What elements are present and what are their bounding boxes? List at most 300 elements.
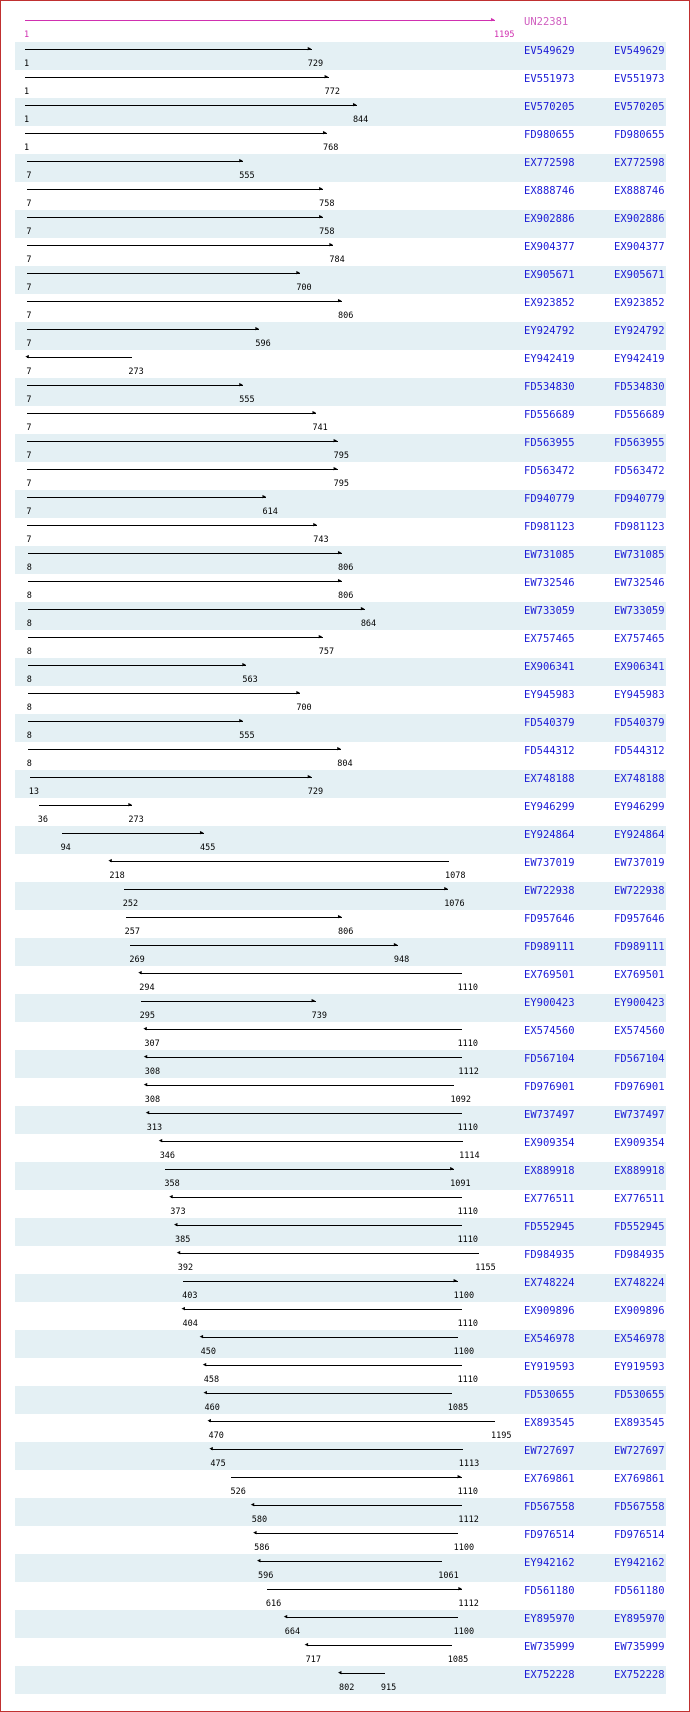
accession-link-secondary[interactable]: EY946299 xyxy=(614,801,665,813)
accession-link[interactable]: EX769861 xyxy=(524,1473,575,1485)
alignment-start: 385 xyxy=(175,1235,191,1245)
accession-link-secondary[interactable]: EW737497 xyxy=(614,1109,665,1121)
alignment-end: 1195 xyxy=(491,1431,512,1441)
accession-link[interactable]: EY945983 xyxy=(524,689,575,701)
arrow-left-icon: ◂ xyxy=(206,1416,212,1426)
alignment-row xyxy=(15,378,666,406)
alignment-arrow-line xyxy=(27,273,300,274)
alignment-end: 555 xyxy=(239,731,255,741)
accession-link-secondary[interactable]: EX923852 xyxy=(614,297,665,309)
accession-link-secondary[interactable]: EX574560 xyxy=(614,1025,665,1037)
arrow-left-icon: ◂ xyxy=(144,1108,151,1118)
alignment-row xyxy=(15,770,666,798)
alignment-arrow-line xyxy=(202,1337,458,1338)
alignment-end: 1076 xyxy=(444,899,465,909)
accession-link-secondary[interactable]: FD567558 xyxy=(614,1501,665,1513)
accession-link[interactable]: FD989111 xyxy=(524,941,575,953)
alignment-start: 8 xyxy=(26,731,32,741)
accession-link-secondary[interactable]: EW731085 xyxy=(614,549,665,561)
accession-link-secondary[interactable]: EY900423 xyxy=(614,997,665,1009)
alignment-arrow-line xyxy=(27,245,333,246)
alignment-end: 739 xyxy=(311,1011,327,1021)
arrow-right-icon: ▸ xyxy=(392,940,399,950)
accession-link-secondary[interactable]: EY924792 xyxy=(614,325,665,337)
accession-link-secondary[interactable]: EX909354 xyxy=(614,1137,665,1149)
accession-link[interactable]: EX905671 xyxy=(524,269,575,281)
accession-link-secondary[interactable]: EX752228 xyxy=(614,1669,665,1681)
accession-link[interactable]: FD940779 xyxy=(524,493,575,505)
accession-link[interactable]: EX752228 xyxy=(524,1669,575,1681)
alignment-end: 596 xyxy=(255,339,271,349)
accession-link[interactable]: EX902886 xyxy=(524,213,575,225)
alignment-row xyxy=(15,154,666,182)
accession-link[interactable]: EX889918 xyxy=(524,1165,575,1177)
accession-link-secondary[interactable]: FD556689 xyxy=(614,409,665,421)
alignment-arrow-line xyxy=(25,77,329,78)
accession-link[interactable]: EW727697 xyxy=(524,1445,575,1457)
alignment-start: 664 xyxy=(284,1627,301,1637)
alignment-arrow-line xyxy=(146,1057,463,1058)
alignment-end: 1085 xyxy=(447,1403,469,1413)
arrow-left-icon: ◂ xyxy=(175,1248,182,1258)
alignment-row xyxy=(15,966,666,994)
alignment-start: 295 xyxy=(139,1011,155,1021)
alignment-row xyxy=(15,1330,666,1358)
accession-link[interactable]: FD563955 xyxy=(524,437,575,449)
arrow-left-icon: ◂ xyxy=(198,1332,205,1342)
alignment-arrow-line xyxy=(25,133,327,134)
alignment-start: 8 xyxy=(26,675,32,685)
query-start: 1 xyxy=(24,30,30,40)
alignment-row xyxy=(15,1610,666,1638)
arrow-left-icon: ◂ xyxy=(201,1360,208,1370)
accession-link[interactable]: EW722938 xyxy=(524,885,575,897)
arrow-right-icon: ▸ xyxy=(261,492,267,502)
arrow-right-icon: ▸ xyxy=(127,800,133,810)
accession-link[interactable]: EY919593 xyxy=(524,1361,575,1373)
alignment-start: 392 xyxy=(177,1263,194,1273)
accession-link[interactable]: FD981123 xyxy=(524,521,575,533)
alignment-start: 616 xyxy=(265,1599,282,1609)
accession-link-secondary[interactable]: EV570205 xyxy=(614,101,665,113)
arrow-left-icon: ◂ xyxy=(337,1668,343,1678)
accession-link-secondary[interactable]: EX893545 xyxy=(614,1417,665,1429)
arrow-left-icon: ◂ xyxy=(142,1052,149,1062)
alignment-arrow-line xyxy=(253,1505,463,1506)
alignment-row xyxy=(15,910,666,938)
alignment-row xyxy=(15,1554,666,1582)
alignment-arrow-line xyxy=(28,721,244,722)
arrow-right-icon: ▸ xyxy=(322,128,328,138)
accession-link-secondary[interactable]: EW737019 xyxy=(614,857,665,869)
alignment-row xyxy=(15,1414,666,1442)
accession-link-secondary[interactable]: EY942419 xyxy=(614,353,665,365)
alignment-row xyxy=(15,1498,666,1526)
arrow-left-icon: ◂ xyxy=(252,1528,258,1538)
accession-link[interactable]: EX909896 xyxy=(524,1305,575,1317)
alignment-end: 804 xyxy=(337,759,353,769)
accession-link-secondary[interactable]: EX748188 xyxy=(614,773,665,785)
alignment-row xyxy=(15,574,666,602)
accession-link[interactable]: FD976901 xyxy=(524,1081,575,1093)
accession-link[interactable]: FD957646 xyxy=(524,913,575,925)
accession-link-secondary[interactable]: FD940779 xyxy=(614,493,665,505)
alignment-row xyxy=(15,322,666,350)
arrow-left-icon: ◂ xyxy=(107,856,113,866)
query-id-link[interactable]: UN22381 xyxy=(524,16,569,28)
accession-link-secondary[interactable]: EX909896 xyxy=(614,1305,665,1317)
arrow-left-icon: ◂ xyxy=(282,1612,289,1622)
alignment-end: 1110 xyxy=(457,983,479,993)
arrow-right-icon: ▸ xyxy=(452,1276,459,1286)
alignment-arrow-line xyxy=(27,161,243,162)
alignment-end: 1061 xyxy=(438,1571,459,1581)
alignment-arrow-line xyxy=(39,805,133,806)
accession-link-secondary[interactable]: FD976514 xyxy=(614,1529,665,1541)
accession-link-secondary[interactable]: EX769501 xyxy=(614,969,665,981)
accession-link[interactable]: EX769501 xyxy=(524,969,575,981)
alignment-end: 772 xyxy=(324,87,340,97)
accession-link-secondary[interactable]: EW735999 xyxy=(614,1641,665,1653)
alignment-end: 844 xyxy=(352,115,369,125)
alignment-start: 94 xyxy=(60,843,71,853)
accession-link[interactable]: FD530655 xyxy=(524,1389,575,1401)
accession-link-secondary[interactable]: EX546978 xyxy=(614,1333,665,1345)
accession-link-secondary[interactable]: EV551973 xyxy=(614,73,665,85)
accession-link-secondary[interactable]: FD976901 xyxy=(614,1081,665,1093)
accession-link[interactable]: EX906341 xyxy=(524,661,575,673)
query-end: 1195 xyxy=(494,30,515,40)
accession-link-secondary[interactable]: FD534830 xyxy=(614,381,665,393)
arrow-right-icon: ▸ xyxy=(328,240,334,250)
accession-link[interactable]: EW737497 xyxy=(524,1109,575,1121)
alignment-row xyxy=(15,462,666,490)
accession-link[interactable]: EY924864 xyxy=(524,829,575,841)
alignment-arrow-line xyxy=(211,1449,462,1450)
alignment-end: 1110 xyxy=(457,1207,479,1217)
alignment-arrow-line xyxy=(27,497,266,498)
alignment-row xyxy=(15,602,666,630)
accession-link-secondary[interactable]: EX772598 xyxy=(614,157,665,169)
alignment-end: 455 xyxy=(199,843,216,853)
accession-link[interactable]: FD544312 xyxy=(524,745,575,757)
alignment-arrow-line xyxy=(176,1225,462,1226)
arrow-left-icon: ◂ xyxy=(142,1024,148,1034)
accession-link[interactable]: EW733059 xyxy=(524,605,575,617)
arrow-right-icon: ▸ xyxy=(318,184,324,194)
accession-link-secondary[interactable]: EW732546 xyxy=(614,577,665,589)
accession-link[interactable]: EX776511 xyxy=(524,1193,575,1205)
accession-link-secondary[interactable]: EX776511 xyxy=(614,1193,665,1205)
arrow-right-icon: ▸ xyxy=(254,324,260,334)
accession-link-secondary[interactable]: FD530655 xyxy=(614,1389,665,1401)
arrow-right-icon: ▸ xyxy=(449,1164,455,1174)
alignment-end: 1110 xyxy=(457,1375,479,1385)
alignment-row xyxy=(15,1666,666,1694)
accession-link-secondary[interactable]: EX748224 xyxy=(614,1277,665,1289)
alignment-end: 757 xyxy=(318,647,335,657)
accession-link-secondary[interactable]: EV549629 xyxy=(614,45,665,57)
alignment-start: 1 xyxy=(24,143,30,153)
accession-link[interactable]: FD984935 xyxy=(524,1249,575,1261)
accession-link-secondary[interactable]: EY942162 xyxy=(614,1557,665,1569)
accession-link-secondary[interactable]: FD980655 xyxy=(614,129,665,141)
alignment-start: 580 xyxy=(251,1515,268,1525)
accession-link-secondary[interactable]: EY895970 xyxy=(614,1613,665,1625)
accession-link-secondary[interactable]: EW722938 xyxy=(614,885,665,897)
accession-link-secondary[interactable]: EX757465 xyxy=(614,633,665,645)
alignment-end: 1100 xyxy=(453,1291,475,1301)
accession-link-secondary[interactable]: EY919593 xyxy=(614,1361,665,1373)
alignment-arrow-line xyxy=(184,1309,462,1310)
alignment-arrow-line xyxy=(27,385,243,386)
alignment-start: 36 xyxy=(37,815,49,825)
accession-link[interactable]: EW737019 xyxy=(524,857,575,869)
alignment-row xyxy=(15,1162,666,1190)
alignment-row xyxy=(15,546,666,574)
alignment-arrow-line xyxy=(27,357,132,358)
arrow-left-icon: ◂ xyxy=(168,1192,174,1202)
alignment-start: 7 xyxy=(26,479,32,489)
alignment-start: 403 xyxy=(182,1291,198,1301)
accession-link-secondary[interactable]: EX905671 xyxy=(614,269,665,281)
alignment-start: 1 xyxy=(24,59,30,69)
alignment-row xyxy=(15,1134,666,1162)
accession-link[interactable]: EX546978 xyxy=(524,1333,575,1345)
alignment-row xyxy=(15,434,666,462)
accession-link-secondary[interactable]: FD552945 xyxy=(614,1221,665,1233)
alignment-end: 1113 xyxy=(458,1459,480,1469)
alignment-row xyxy=(15,1078,666,1106)
accession-link[interactable]: FD567104 xyxy=(524,1053,575,1065)
alignment-arrow-line xyxy=(307,1645,452,1646)
accession-link-secondary[interactable]: FD563955 xyxy=(614,437,665,449)
alignment-start: 7 xyxy=(26,451,32,461)
accession-link[interactable]: FD563472 xyxy=(524,465,575,477)
alignment-arrow-line xyxy=(28,749,341,750)
accession-link-secondary[interactable]: FD957646 xyxy=(614,913,665,925)
alignment-row xyxy=(15,98,666,126)
alignment-end: 563 xyxy=(242,675,258,685)
accession-link[interactable]: EY924792 xyxy=(524,325,575,337)
accession-link[interactable]: EX923852 xyxy=(524,297,575,309)
alignment-row xyxy=(15,1386,666,1414)
accession-link[interactable]: EX909354 xyxy=(524,1137,575,1149)
alignment-arrow-line xyxy=(27,217,323,218)
alignment-row xyxy=(15,938,666,966)
arrow-right-icon: ▸ xyxy=(295,688,301,698)
alignment-end: 555 xyxy=(239,171,255,181)
alignment-row xyxy=(15,42,666,70)
alignment-row xyxy=(15,294,666,322)
arrow-left-icon: ◂ xyxy=(173,1220,179,1230)
alignment-arrow-line xyxy=(255,1533,458,1534)
alignment-start: 7 xyxy=(26,535,32,545)
alignment-row xyxy=(15,1526,666,1554)
alignment-row xyxy=(15,826,666,854)
alignment-end: 729 xyxy=(307,787,324,797)
alignment-end: 614 xyxy=(262,507,278,517)
accession-link[interactable]: FD561180 xyxy=(524,1585,575,1597)
alignment-end: 768 xyxy=(323,143,339,153)
accession-link[interactable]: FD552945 xyxy=(524,1221,575,1233)
alignment-start: 257 xyxy=(124,927,141,937)
alignment-row xyxy=(15,1638,666,1666)
accession-link[interactable]: EX574560 xyxy=(524,1025,575,1037)
alignment-arrow-line xyxy=(28,665,247,666)
accession-link[interactable]: EY942419 xyxy=(524,353,575,365)
accession-link-secondary[interactable]: EX904377 xyxy=(614,241,665,253)
alignment-start: 450 xyxy=(200,1347,216,1357)
alignment-row xyxy=(15,658,666,686)
alignment-arrow-line xyxy=(28,609,365,610)
alignment-end: 758 xyxy=(319,199,335,209)
arrow-right-icon: ▸ xyxy=(306,772,313,782)
accession-link[interactable]: FD540379 xyxy=(524,717,575,729)
accession-link-secondary[interactable]: EX906341 xyxy=(614,661,665,673)
alignment-start: 8 xyxy=(26,619,32,629)
alignment-row xyxy=(15,126,666,154)
alignment-row xyxy=(15,798,666,826)
accession-link-secondary[interactable]: EX888746 xyxy=(614,185,665,197)
accession-link[interactable]: EX757465 xyxy=(524,633,575,645)
alignment-end: 1112 xyxy=(458,1599,479,1609)
accession-link[interactable]: EW732546 xyxy=(524,577,575,589)
accession-link-secondary[interactable]: EX902886 xyxy=(614,213,665,225)
alignment-row xyxy=(15,630,666,658)
accession-link-secondary[interactable]: EY924864 xyxy=(614,829,665,841)
alignment-arrow-line xyxy=(27,469,337,470)
accession-link[interactable]: EX888746 xyxy=(524,185,575,197)
accession-link[interactable]: EY946299 xyxy=(524,801,575,813)
alignment-start: 7 xyxy=(26,171,32,181)
alignment-row xyxy=(15,686,666,714)
alignment-end: 806 xyxy=(338,311,354,321)
accession-link[interactable]: EV551973 xyxy=(524,73,575,85)
alignment-end: 729 xyxy=(307,59,324,69)
alignment-arrow-line xyxy=(259,1561,442,1562)
accession-link[interactable]: EV570205 xyxy=(524,101,575,113)
arrow-right-icon: ▸ xyxy=(351,100,358,110)
alignment-start: 308 xyxy=(144,1095,161,1105)
accession-link-secondary[interactable]: FD563472 xyxy=(614,465,665,477)
accession-link[interactable]: EY895970 xyxy=(524,1613,575,1625)
alignment-row xyxy=(15,1218,666,1246)
alignment-row xyxy=(15,406,666,434)
alignment-start: 458 xyxy=(203,1375,220,1385)
accession-link[interactable]: EX748224 xyxy=(524,1277,575,1289)
accession-link[interactable]: FD976514 xyxy=(524,1529,575,1541)
alignment-start: 7 xyxy=(26,423,32,433)
alignment-arrow-line xyxy=(286,1617,458,1618)
accession-link[interactable]: FD567558 xyxy=(524,1501,575,1513)
accession-link-secondary[interactable]: EX889918 xyxy=(614,1165,665,1177)
accession-link[interactable]: FD534830 xyxy=(524,381,575,393)
alignment-end: 555 xyxy=(239,395,255,405)
alignment-row xyxy=(15,994,666,1022)
accession-link-secondary[interactable]: EX769861 xyxy=(614,1473,665,1485)
alignment-row xyxy=(15,1442,666,1470)
arrow-right-icon: ▸ xyxy=(490,15,496,25)
alignment-arrow-line xyxy=(205,1365,462,1366)
accession-link-secondary[interactable]: FD567104 xyxy=(614,1053,665,1065)
accession-link-secondary[interactable]: FD989111 xyxy=(614,941,665,953)
accession-link[interactable]: EY900423 xyxy=(524,997,575,1009)
accession-link[interactable]: EX893545 xyxy=(524,1417,575,1429)
arrow-left-icon: ◂ xyxy=(137,968,143,978)
alignment-arrow-line xyxy=(171,1197,461,1198)
alignment-row xyxy=(15,882,666,910)
alignment-arrow-line xyxy=(28,693,301,694)
accession-link[interactable]: EX772598 xyxy=(524,157,575,169)
accession-link[interactable]: FD980655 xyxy=(524,129,575,141)
alignment-start: 8 xyxy=(26,563,32,573)
alignment-start: 269 xyxy=(129,955,145,965)
accession-link-secondary[interactable]: FD544312 xyxy=(614,745,665,757)
alignment-arrow-line xyxy=(165,1169,454,1170)
alignment-end: 795 xyxy=(333,479,350,489)
alignment-row xyxy=(15,70,666,98)
accession-link[interactable]: EX904377 xyxy=(524,241,575,253)
arrow-right-icon: ▸ xyxy=(443,884,449,894)
alignment-arrow-line xyxy=(267,1589,462,1590)
accession-link[interactable]: EV549629 xyxy=(524,45,575,57)
accession-link-secondary[interactable]: FD981123 xyxy=(614,521,665,533)
accession-link-secondary[interactable]: FD984935 xyxy=(614,1249,665,1261)
accession-link[interactable]: EW731085 xyxy=(524,549,575,561)
arrow-right-icon: ▸ xyxy=(312,520,318,530)
alignment-arrow-line xyxy=(126,917,342,918)
alignment-row xyxy=(15,182,666,210)
alignment-end: 864 xyxy=(360,619,377,629)
alignment-arrow-line xyxy=(62,833,204,834)
arrow-left-icon: ◂ xyxy=(142,1080,149,1090)
alignment-end: 1092 xyxy=(450,1095,471,1105)
alignment-arrow-line xyxy=(340,1673,385,1674)
accession-link-secondary[interactable]: FD561180 xyxy=(614,1585,665,1597)
arrow-right-icon: ▸ xyxy=(337,576,343,586)
alignment-end: 700 xyxy=(296,703,312,713)
arrow-right-icon: ▸ xyxy=(241,660,247,670)
alignment-arrow-line xyxy=(141,1001,316,1002)
alignment-end: 948 xyxy=(393,955,410,965)
alignment-row xyxy=(15,350,666,378)
alignment-arrow-line xyxy=(27,413,316,414)
accession-link-secondary[interactable]: EW733059 xyxy=(614,605,665,617)
arrow-right-icon: ▸ xyxy=(336,744,342,754)
alignment-start: 802 xyxy=(339,1683,355,1693)
alignment-start: 308 xyxy=(144,1067,161,1077)
arrow-right-icon: ▸ xyxy=(318,212,324,222)
accession-link[interactable]: EW735999 xyxy=(524,1641,575,1653)
accession-link[interactable]: FD556689 xyxy=(524,409,575,421)
alignment-arrow-line xyxy=(206,1393,452,1394)
accession-link[interactable]: EY942162 xyxy=(524,1557,575,1569)
alignment-arrow-line xyxy=(25,105,357,106)
accession-link-secondary[interactable]: EW727697 xyxy=(614,1445,665,1457)
alignment-end: 758 xyxy=(319,227,335,237)
alignment-start: 7 xyxy=(26,311,32,321)
arrow-left-icon: ◂ xyxy=(303,1640,310,1650)
alignment-end: 1110 xyxy=(457,1039,479,1049)
alignment-arrow-line xyxy=(179,1253,479,1254)
alignment-arrow-line xyxy=(231,1477,461,1478)
accession-link-secondary[interactable]: EY945983 xyxy=(614,689,665,701)
accession-link[interactable]: EX748188 xyxy=(524,773,575,785)
alignment-arrow-line xyxy=(25,49,312,50)
accession-link-secondary[interactable]: FD540379 xyxy=(614,717,665,729)
alignment-arrow-line xyxy=(146,1085,455,1086)
